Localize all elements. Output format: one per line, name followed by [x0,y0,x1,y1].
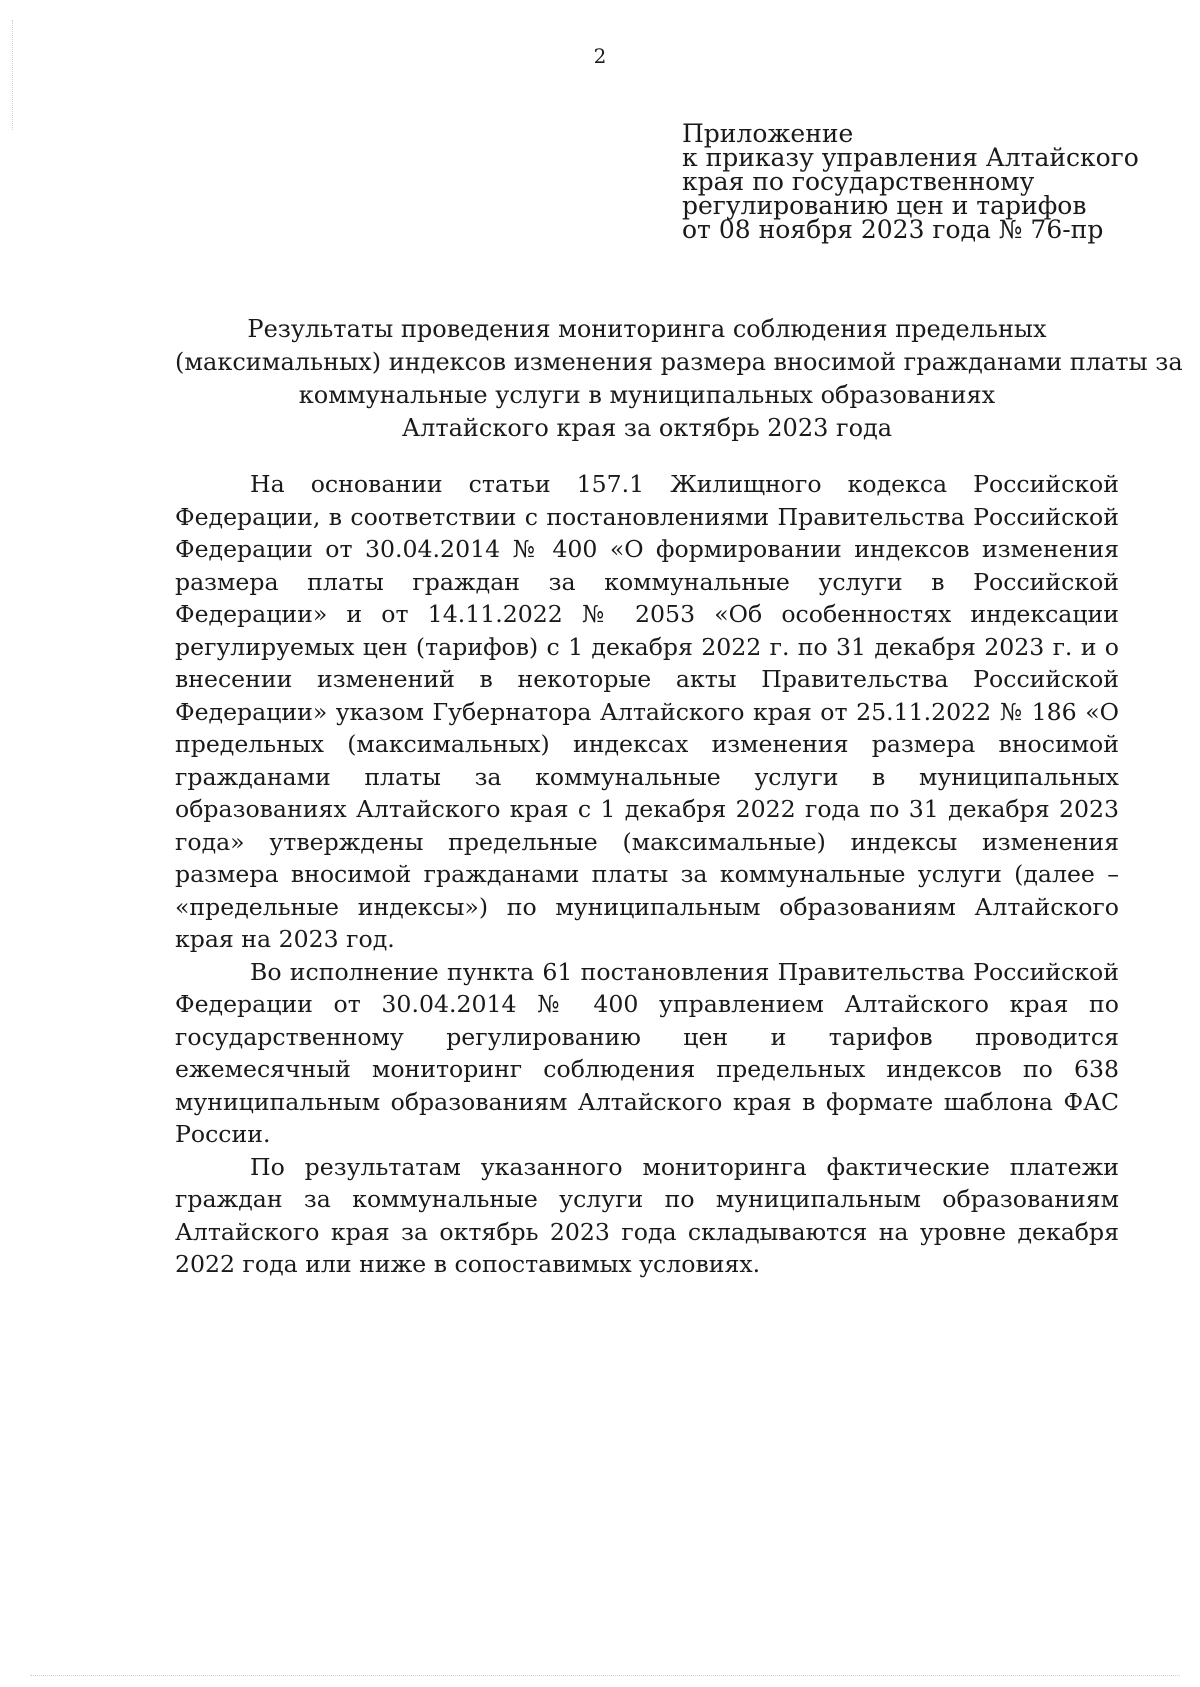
title-line: (максимальных) индексов изменения размера вносимой гражданами платы за [175,348,1183,376]
page-number: 2 [593,44,607,68]
title-line: Алтайского края за октябрь 2023 года [401,414,893,442]
title-line: Результаты проведения мониторинга соблюдения предельных [247,315,1047,343]
appendix-line: от 08 ноября 2023 года № 76-пр [682,215,1104,244]
document-title [175,313,1183,445]
body-paragraph: На основании статьи 157.1 Жилищного кодекса Российской Федерации, в соответствии с постановлениями Правительства Российской Федерации от 30.04.2014 № 400 «О формировании индексов изменения размера платы граждан за коммунальные услуги в Российской Федерации» и от 14.11.2022 № 2053 «Об особенностях индексации регулируемых цен (тарифов) с 1 декабря 2022 г. по 31 декабря 2023 г. и о внесении изменений в некоторые акты Правительства Российской Федерации» указом Губернатора Алтайского края от 25.11.2022 № 186 «О предельных (максимальных) индексах изменения размера вносимой гражданами платы за коммунальные услуги в муниципальных образованиях Алтайского края с 1 декабря 2022 года по 31 декабря 2023 года» утверждены предельные (максимальные) индексы изменения размера вносимой гражданами платы за коммунальные услуги (далее – «предельные индексы») по муниципальным образованиям Алтайского края на 2023 год. [175,470,1119,953]
body-paragraph: По результатам указанного мониторинга фактические платежи граждан за коммунальные услуги по муниципальным образованиям Алтайского края за октябрь 2023 года складываются на уровне декабря 2022 года или ниже в сопоставимых условиях. [175,1152,1119,1278]
scan-edge-mark [12,20,14,130]
title-line: коммунальные услуги в муниципальных образованиях [298,381,996,409]
appendix-block [682,119,1139,244]
scan-bottom-mark [30,1675,1180,1677]
appendix-line: регулированию цен и тарифов [682,191,1087,220]
appendix-line: Приложение [682,119,854,148]
appendix-line: края по государственному [682,167,1035,196]
appendix-line: к приказу управления Алтайского [682,143,1139,172]
body-paragraph: Во исполнение пункта 61 постановления Правительства Российской Федерации от 30.04.2014 № 400 управлением Алтайского края по государственному регулированию цен и тарифов проводится ежемесячный мониторинг соблюдения предельных индексов по 638 муниципальным образованиям Алтайского края в формате шаблона ФАС России. [175,957,1119,1148]
document-body [175,468,1119,1281]
